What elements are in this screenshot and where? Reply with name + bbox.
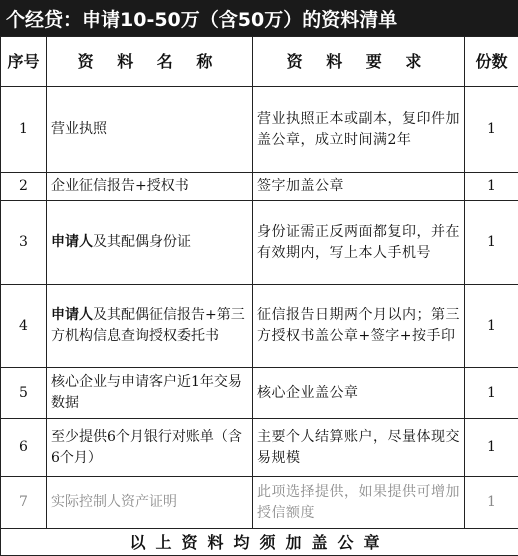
row-name-text: 营业执照: [51, 121, 107, 137]
row-num: 4: [1, 285, 47, 368]
row-requirement: 核心企业盖公章: [253, 368, 465, 419]
row-num: 5: [1, 368, 47, 419]
document-checklist-table: [0, 36, 518, 556]
row-requirement: 此项选择提供，如果提供可增加授信额度: [253, 477, 465, 529]
header-count: 份数: [465, 37, 518, 87]
row-name: [47, 87, 253, 173]
row-requirement: 主要个人结算账户，尽量体现交易规模: [253, 419, 465, 477]
row-name: [47, 419, 253, 477]
row-name: [47, 173, 253, 201]
row-name-text: 实际控制人资产证明: [51, 494, 177, 510]
header-requirement: 资 料 要 求: [253, 37, 465, 87]
row-count: 1: [465, 201, 518, 285]
row-count: 1: [465, 477, 518, 529]
table-row: [1, 285, 518, 368]
row-num: 6: [1, 419, 47, 477]
row-requirement: 身份证需正反两面都复印，并在有效期内，写上本人手机号: [253, 201, 465, 285]
row-name-text: 企业征信报告+授权书: [51, 178, 189, 194]
row-count: 1: [465, 368, 518, 419]
row-count: 1: [465, 173, 518, 201]
row-name: [47, 201, 253, 285]
row-name: [47, 368, 253, 419]
row-count: 1: [465, 419, 518, 477]
document-title: 个经贷：申请10-50万（含50万）的资料清单: [0, 0, 518, 36]
row-name-text: 及其配偶征信报告+第三方机构信息查询授权委托书: [51, 307, 245, 344]
row-num: 7: [1, 477, 47, 529]
row-name-bold: 申请人: [51, 307, 93, 323]
row-name-text: 至少提供6个月银行对账单（含6个月）: [51, 429, 242, 466]
row-count: 1: [465, 285, 518, 368]
row-requirement: 征信报告日期两个月以内；第三方授权书盖公章+签字+按手印: [253, 285, 465, 368]
row-name: [47, 477, 253, 529]
row-num: 2: [1, 173, 47, 201]
table-row: [1, 87, 518, 173]
table-row: [1, 173, 518, 201]
header-name: 资 料 名 称: [47, 37, 253, 87]
row-num: 3: [1, 201, 47, 285]
table-footer-row: [1, 529, 518, 556]
table-row: [1, 201, 518, 285]
row-name-text: 核心企业与申请客户近1年交易数据: [51, 374, 242, 411]
row-name-text: 及其配偶身份证: [93, 234, 191, 250]
row-name-bold: 申请人: [51, 234, 93, 250]
header-num: 序号: [1, 37, 47, 87]
footer-note: 以上资料均须加盖公章: [1, 529, 518, 556]
table-row: [1, 477, 518, 529]
row-requirement: 签字加盖公章: [253, 173, 465, 201]
row-count: 1: [465, 87, 518, 173]
table-header-row: [1, 37, 518, 87]
table-row: [1, 368, 518, 419]
row-num: 1: [1, 87, 47, 173]
row-requirement: 营业执照正本或副本，复印件加盖公章，成立时间满2年: [253, 87, 465, 173]
table-row: [1, 419, 518, 477]
row-name: [47, 285, 253, 368]
